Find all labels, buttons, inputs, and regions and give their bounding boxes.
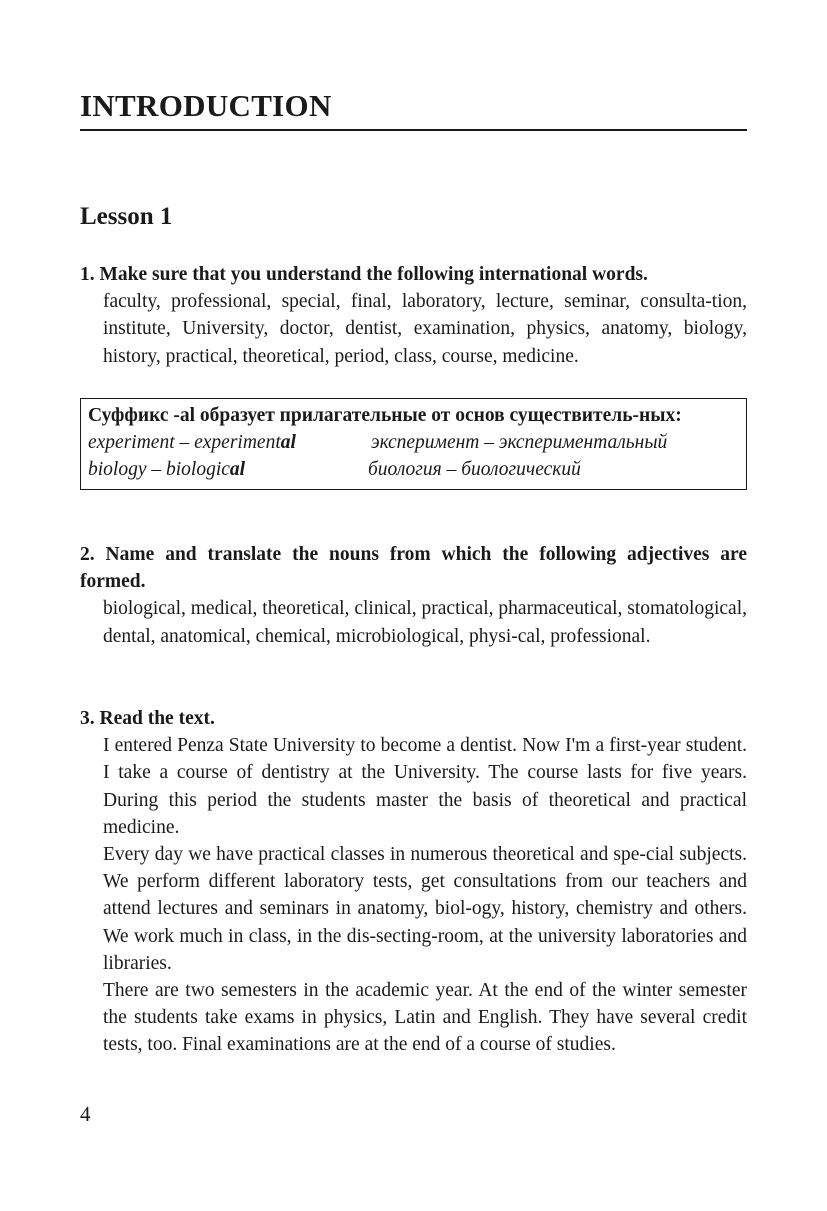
rule-example-suffix: al — [229, 459, 246, 481]
exercise-1 — [80, 261, 747, 370]
suffix-rule-box — [80, 398, 747, 490]
reading-paragraph: Every day we have practical classes in numerous theoretical and spe-cial subjects. We perform different laboratory tests, get consultations from our teachers and attend lectures and seminars in anatomy, biol-ogy, history, chemistry and others. We work much in class, in the dis-secting-room, at the university laboratories and libraries. — [103, 844, 747, 974]
exercise-2-heading: 2. Name and translate the nouns from which the following adjectives are formed. — [80, 544, 747, 593]
exercise-2 — [80, 541, 747, 650]
chapter-title: INTRODUCTION — [80, 86, 747, 131]
page-number: 4 — [80, 1102, 91, 1126]
exercise-1-heading: 1. Make sure that you understand the following international words. — [80, 264, 648, 285]
lesson-title: Lesson 1 — [80, 203, 173, 230]
rule-example-russian: эксперимент – экспериментальный — [371, 432, 668, 454]
exercise-2-word-list: biological, medical, theoretical, clinical, practical, pharmaceutical, stomatological, dental, anatomical, chemical, microbiological, physi-cal, professional. — [103, 598, 747, 647]
reading-paragraph: I entered Penza State University to become a dentist. Now I'm a first-year student. I take a course of dentistry at the University. The course lasts for five years. During this period the students master the basis of theoretical and practical medicine. — [103, 735, 747, 838]
rule-example-base: experiment – experiment — [88, 432, 281, 454]
rule-example-suffix: al — [280, 432, 296, 454]
exercise-3 — [80, 705, 747, 1059]
rule-example-russian: биология – биологический — [368, 459, 581, 481]
reading-paragraph: There are two semesters in the academic year. At the end of the winter semester the students take exams in physics, Latin and English. They have several credit tests, too. Final examinations are at the end of a course of studies. — [103, 980, 747, 1056]
rule-example-english — [88, 456, 368, 483]
rule-example-row — [88, 456, 739, 483]
rule-example-english — [88, 429, 371, 456]
exercise-3-heading: 3. Read the text. — [80, 708, 215, 729]
rule-example-row — [88, 429, 739, 456]
rule-box-title: Суффикс -al образует прилагательные от основ существитель-ных: — [88, 405, 682, 426]
rule-example-base: biology – biologic — [88, 459, 230, 481]
exercise-1-word-list: faculty, professional, special, final, laboratory, lecture, seminar, consulta-tion, institute, University, doctor, dentist, examination, physics, anatomy, biology, history, practical, theoretical, period, class, course, medicine. — [103, 291, 747, 367]
